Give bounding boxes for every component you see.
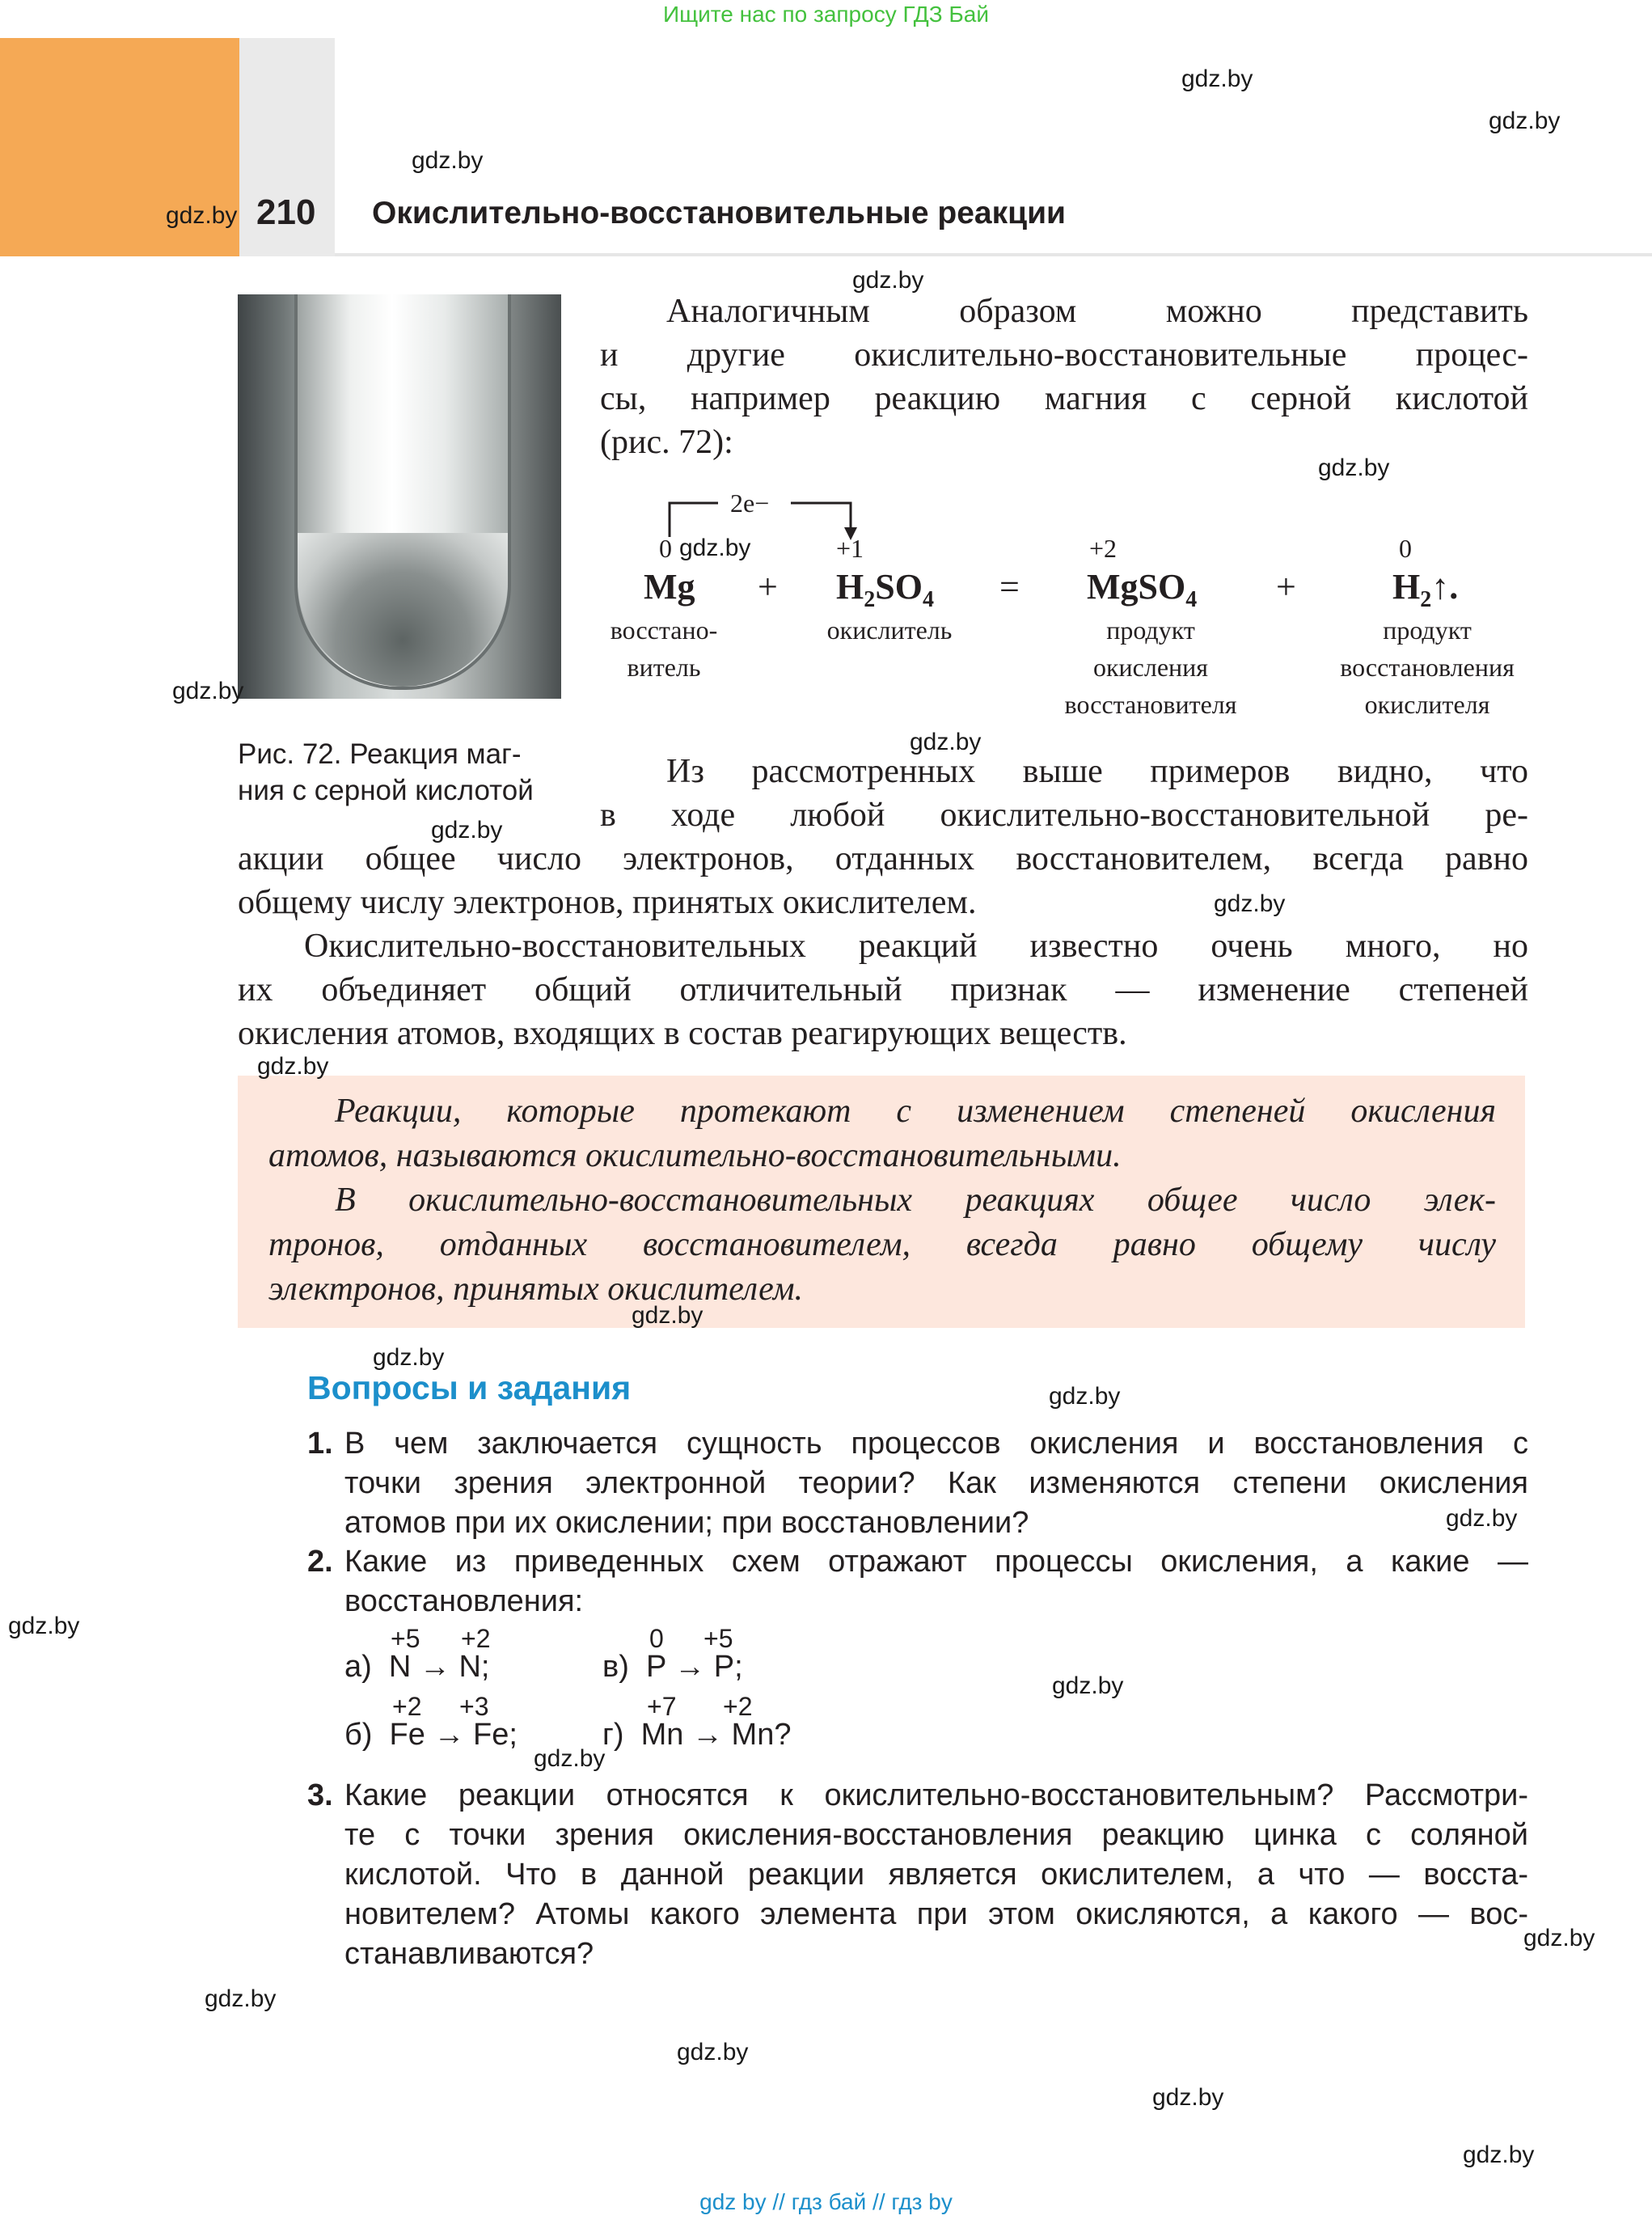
paragraph-2-start <box>600 750 1528 793</box>
text-line: тронов, отданных восстановителем, всегда равно общему числу <box>268 1226 1496 1263</box>
text-line: восстановления: <box>344 1584 584 1618</box>
test-tube <box>294 294 511 690</box>
text-line: Реакции, которые протекают с изменением степеней окисления <box>335 1093 1496 1130</box>
ox-state: +2 <box>392 1692 422 1721</box>
text-line: новителем? Атомы какого элемента при этом окисляются, а какого — вос- <box>344 1897 1528 1931</box>
text-line: их объединяет общий отличительный признак — изменение степеней <box>238 971 1528 1008</box>
ox-state: +5 <box>391 1624 420 1653</box>
text-line: те с точки зрения окисления-восстановления реакцию цинка с соляной <box>344 1818 1528 1852</box>
question-2 <box>307 1542 1528 1621</box>
watermark: gdz.by <box>431 817 503 844</box>
watermark: gdz.by <box>1489 108 1561 134</box>
header-rule <box>335 253 1652 256</box>
formula-mgso4: MgSO$_4$ <box>1087 567 1198 612</box>
equals-sign: = <box>999 567 1020 607</box>
page-number: 210 <box>256 192 316 232</box>
text-line: окисления атомов, входящих в состав реагирующих веществ. <box>238 1015 1127 1052</box>
watermark: gdz.by <box>1049 1383 1121 1410</box>
text-line: Какие из приведенных схем отражают процессы окисления, а какие — <box>344 1545 1528 1579</box>
scheme-a: а) N → N; <box>344 1650 490 1684</box>
watermark: gdz.by <box>534 1745 606 1772</box>
watermark: gdz.by <box>1446 1505 1518 1532</box>
question-3 <box>307 1776 1528 1974</box>
text-line: Аналогичным образом можно представить <box>666 293 1528 330</box>
watermark: gdz.by <box>1463 2142 1535 2168</box>
scheme-b: б) Fe → Fe; <box>344 1718 518 1752</box>
text-line: В окислительно-восстановительных реакциях общее число элек- <box>335 1182 1496 1219</box>
ox-state: +7 <box>647 1692 677 1721</box>
figure-72-photo <box>238 294 561 699</box>
watermark: gdz.by <box>677 2039 749 2065</box>
text-line: в ходе любой окислительно-восстановительной ре- <box>600 797 1528 834</box>
plus-sign: + <box>1276 567 1296 607</box>
paragraph-2-rest <box>238 837 1528 924</box>
chapter-title: Окислительно-восстановительные реакции <box>372 196 1067 230</box>
figure-caption <box>238 736 577 809</box>
watermark: gdz.by <box>172 678 244 704</box>
formula-h2so4: $H_2SO_4$ <box>836 567 934 612</box>
text-line: (рис. 72): <box>600 424 733 461</box>
ox-state-h2: 0 <box>1399 534 1412 563</box>
text-line: В чем заключается сущность процессов окисления и восстановления с <box>344 1427 1528 1461</box>
plus-sign: + <box>758 567 778 607</box>
role-h2: продукт восстановления окислителя <box>1340 615 1515 719</box>
watermark: gdz.by <box>679 535 751 561</box>
ox-state: +2 <box>723 1692 753 1721</box>
watermark: gdz.by <box>1152 2084 1224 2111</box>
caption-line: Рис. 72. Реакция маг- <box>238 738 522 770</box>
caption-line: ния с серной кислотой <box>238 775 534 806</box>
watermark: gdz.by <box>632 1302 703 1329</box>
role-mg: восстано- витель <box>610 615 718 682</box>
text-line: кислотой. Что в данной реакции является окислителем, а что — восста- <box>344 1858 1528 1892</box>
role-h2so4: окислитель <box>826 615 953 645</box>
text-line: станавливаются? <box>344 1937 594 1971</box>
ox-state: 0 <box>649 1624 664 1653</box>
question-number: 2. <box>307 1545 333 1579</box>
bottom-links[interactable]: gdz by // гдз бай // гдз by <box>699 2189 953 2214</box>
question-1 <box>307 1424 1528 1543</box>
question-number: 1. <box>307 1427 333 1461</box>
text-line: атомов, называются окислительно-восстановительными. <box>268 1137 1122 1174</box>
scheme-g: г) Mn → Mn? <box>602 1718 792 1752</box>
paragraph-2-line2 <box>600 793 1528 837</box>
text-line: сы, например реакцию магния с серной кислотой <box>600 380 1528 417</box>
watermark: gdz.by <box>257 1053 329 1080</box>
watermark: gdz.by <box>166 202 238 229</box>
watermark: gdz.by <box>852 267 924 294</box>
watermark: gdz.by <box>910 729 982 755</box>
text-line: акции общее число электронов, отданных восстановителем, всегда равно <box>238 840 1528 877</box>
definition-text <box>268 1089 1496 1312</box>
text-line: Какие реакции относятся к окислительно-восстановительным? Рассмотри- <box>344 1778 1528 1812</box>
formula-mg: Mg <box>644 567 695 607</box>
text-line: Из рассмотренных выше примеров видно, что <box>666 753 1528 790</box>
intro-paragraph <box>600 290 1528 464</box>
top-banner: Ищите нас по запросу ГДЗ Бай <box>662 2 990 27</box>
formula-h2: $H_2↑$. <box>1392 567 1459 612</box>
watermark: gdz.by <box>1052 1672 1124 1699</box>
text-line: и другие окислительно-восстановительные процес- <box>600 336 1528 374</box>
paragraph-3 <box>238 924 1528 1055</box>
ox-state: +3 <box>459 1692 489 1721</box>
questions-heading: Вопросы и задания <box>307 1369 632 1406</box>
ox-state-mgso4: +2 <box>1089 534 1118 563</box>
text-line: электронов, принятых окислителем. <box>268 1271 804 1308</box>
question-number: 3. <box>307 1778 333 1812</box>
text-line: Окислительно-восстановительных реакций известно очень много, но <box>304 928 1528 965</box>
role-mgso4: продукт окисления восстановителя <box>1064 615 1237 719</box>
tube-liquid <box>298 533 508 687</box>
text-line: точки зрения электронной теории? Как изменяются степени окисления <box>344 1466 1528 1500</box>
watermark: gdz.by <box>1214 890 1286 917</box>
ox-state: +2 <box>461 1624 491 1653</box>
watermark: gdz.by <box>1523 1925 1595 1951</box>
text-line: общему числу электронов, принятых окислителем. <box>238 884 977 921</box>
watermark: gdz.by <box>8 1613 80 1639</box>
watermark: gdz.by <box>205 1985 277 2012</box>
text-line: атомов при их окислении; при восстановлении? <box>344 1506 1029 1540</box>
ox-state-mg: 0 <box>659 534 672 563</box>
watermark: gdz.by <box>412 147 484 174</box>
ox-state-h2so4: +1 <box>836 534 864 563</box>
watermark: gdz.by <box>1318 455 1390 481</box>
ox-state: +5 <box>703 1624 733 1653</box>
watermark: gdz.by <box>373 1344 445 1371</box>
watermark: gdz.by <box>1181 66 1253 92</box>
transfer-label: 2e− <box>730 488 770 518</box>
scheme-v: в) P → P; <box>602 1650 743 1684</box>
